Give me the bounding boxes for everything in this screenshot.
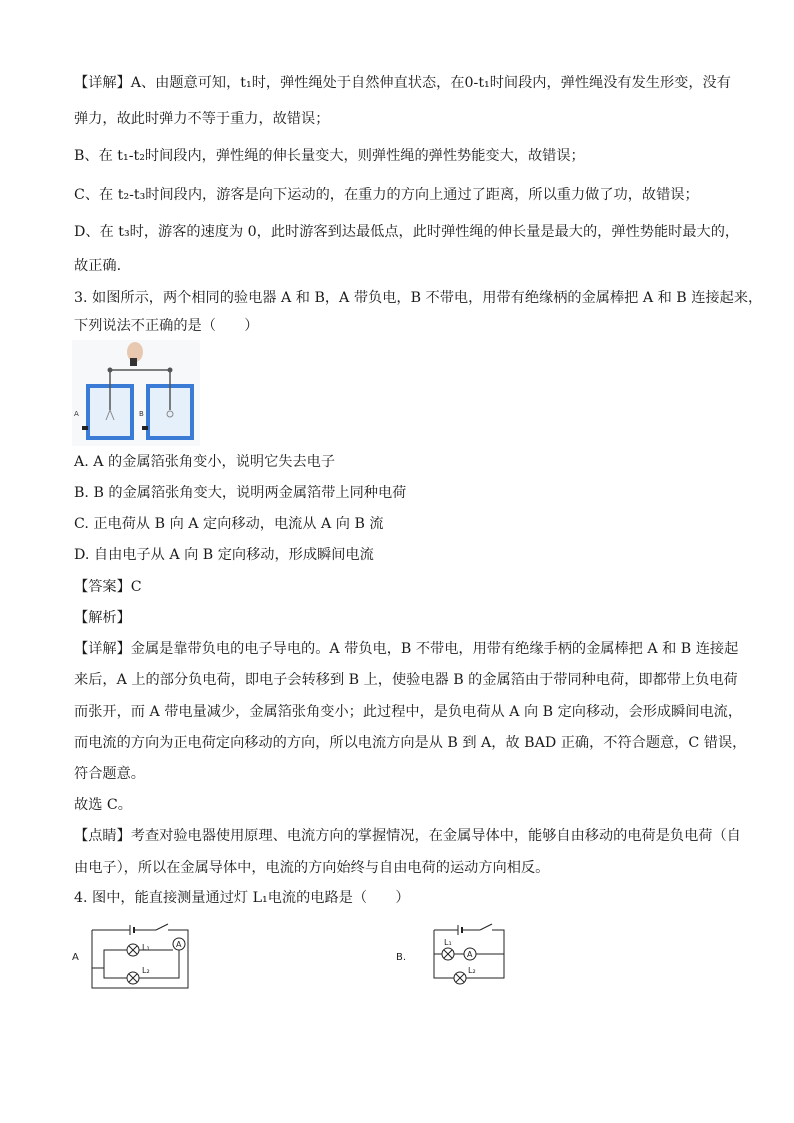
detail1-line5: D、在 t₃时，游客的速度为 0，此时游客到达最低点，此时弹性绳的伸长量是最大的，弹性势能时最大的， <box>74 224 740 240</box>
q4-stem: 4. 图中，能直接测量通过灯 L₁电流的电路是（ ） <box>74 890 410 906</box>
q3-detail-line4: 而电流的方向为正电荷定向移动的方向，所以电流方向是从 B 到 A，故 BAD 正确，不符合题意，C 错误， <box>74 735 747 751</box>
q3-option-b: B. B 的金属箔张角变大，说明两金属箔带上同种电荷 <box>74 485 407 501</box>
switch-b <box>480 924 492 930</box>
detail1-line2: 弹力，故此时弹力不等于重力，故错误； <box>74 111 330 127</box>
electroscope-figure <box>72 340 200 446</box>
l1-label-b: L₁ <box>444 938 452 947</box>
q3-detail-line1: 【详解】金属是靠带负电的电子导电的。A 带负电，B 不带电，用带有绝缘手柄的金属棒把 A 和 B 连接起 <box>74 641 739 657</box>
q3-answer: 【答案】C <box>74 579 142 595</box>
l1-label-a: L₁ <box>142 943 150 952</box>
figure-label-a: A <box>74 410 79 418</box>
q3-option-d: D. 自由电子从 A 向 B 定向移动，形成瞬间电流 <box>74 547 374 563</box>
q3-stem-line1: 3. 如图所示，两个相同的验电器 A 和 B，A 带负电，B 不带电，用带有绝缘柄的金属棒把 A 和 B 连接起来， <box>74 290 763 306</box>
q3-choice: 故选 C。 <box>74 797 132 813</box>
q3-detail-line3: 而张开，而 A 带电量减少，金属箔张角变小；此过程中，是负电荷从 A 向 B 定向移动，会形成瞬间电流， <box>74 704 743 720</box>
q3-analysis-title: 【解析】 <box>74 610 131 626</box>
q3-detail-line2: 来后，A 上的部分负电荷，即电子会转移到 B 上，使验电器 B 的金属箔由于带同种电荷，即都带上负电荷 <box>74 672 738 688</box>
detail1-line1: 【详解】A、由题意可知，t₁时，弹性绳处于自然伸直状态，在0-t₁时间段内，弹性绳没有发生形变，没有 <box>74 75 731 91</box>
switch-a <box>156 924 168 930</box>
detail1-line4: C、在 t₂-t₃时间段内，游客是向下运动的，在重力的方向上通过了距离，所以重力做了功，故错误； <box>74 187 699 203</box>
q3-stem-line2: 下列说法不正确的是（ ） <box>74 318 259 334</box>
q3-option-a: A. A 的金属箔张角变小，说明它失去电子 <box>74 454 336 470</box>
ammeter-b-label: A <box>467 950 473 959</box>
figure-label-b: B <box>139 410 144 418</box>
q3-option-c: C. 正电荷从 B 向 A 定向移动，电流从 A 向 B 流 <box>74 516 384 532</box>
circuit-a-figure <box>70 920 200 992</box>
circuit-a-label: A <box>72 952 79 963</box>
ammeter-a-label: A <box>176 940 182 949</box>
circuit-b-label: B. <box>396 952 407 963</box>
detail1-line3: B、在 t₁-t₂时间段内，弹性绳的伸长量变大，则弹性绳的弹性势能变大，故错误； <box>74 148 585 164</box>
q3-comment-line1: 【点睛】考查对验电器使用原理、电流方向的掌握情况，在金属导体中，能够自由移动的电荷是负电荷（自 <box>74 828 741 844</box>
l2-label-b: L₂ <box>468 966 476 975</box>
detail1-line6: 故正确. <box>74 258 122 274</box>
q3-detail-line5: 符合题意。 <box>74 766 145 782</box>
q3-comment-line2: 由电子），所以在金属导体中，电流的方向始终与自由电荷的运动方向相反。 <box>74 860 550 876</box>
l2-label-a: L₂ <box>142 966 150 975</box>
circuit-b-figure <box>394 920 514 992</box>
